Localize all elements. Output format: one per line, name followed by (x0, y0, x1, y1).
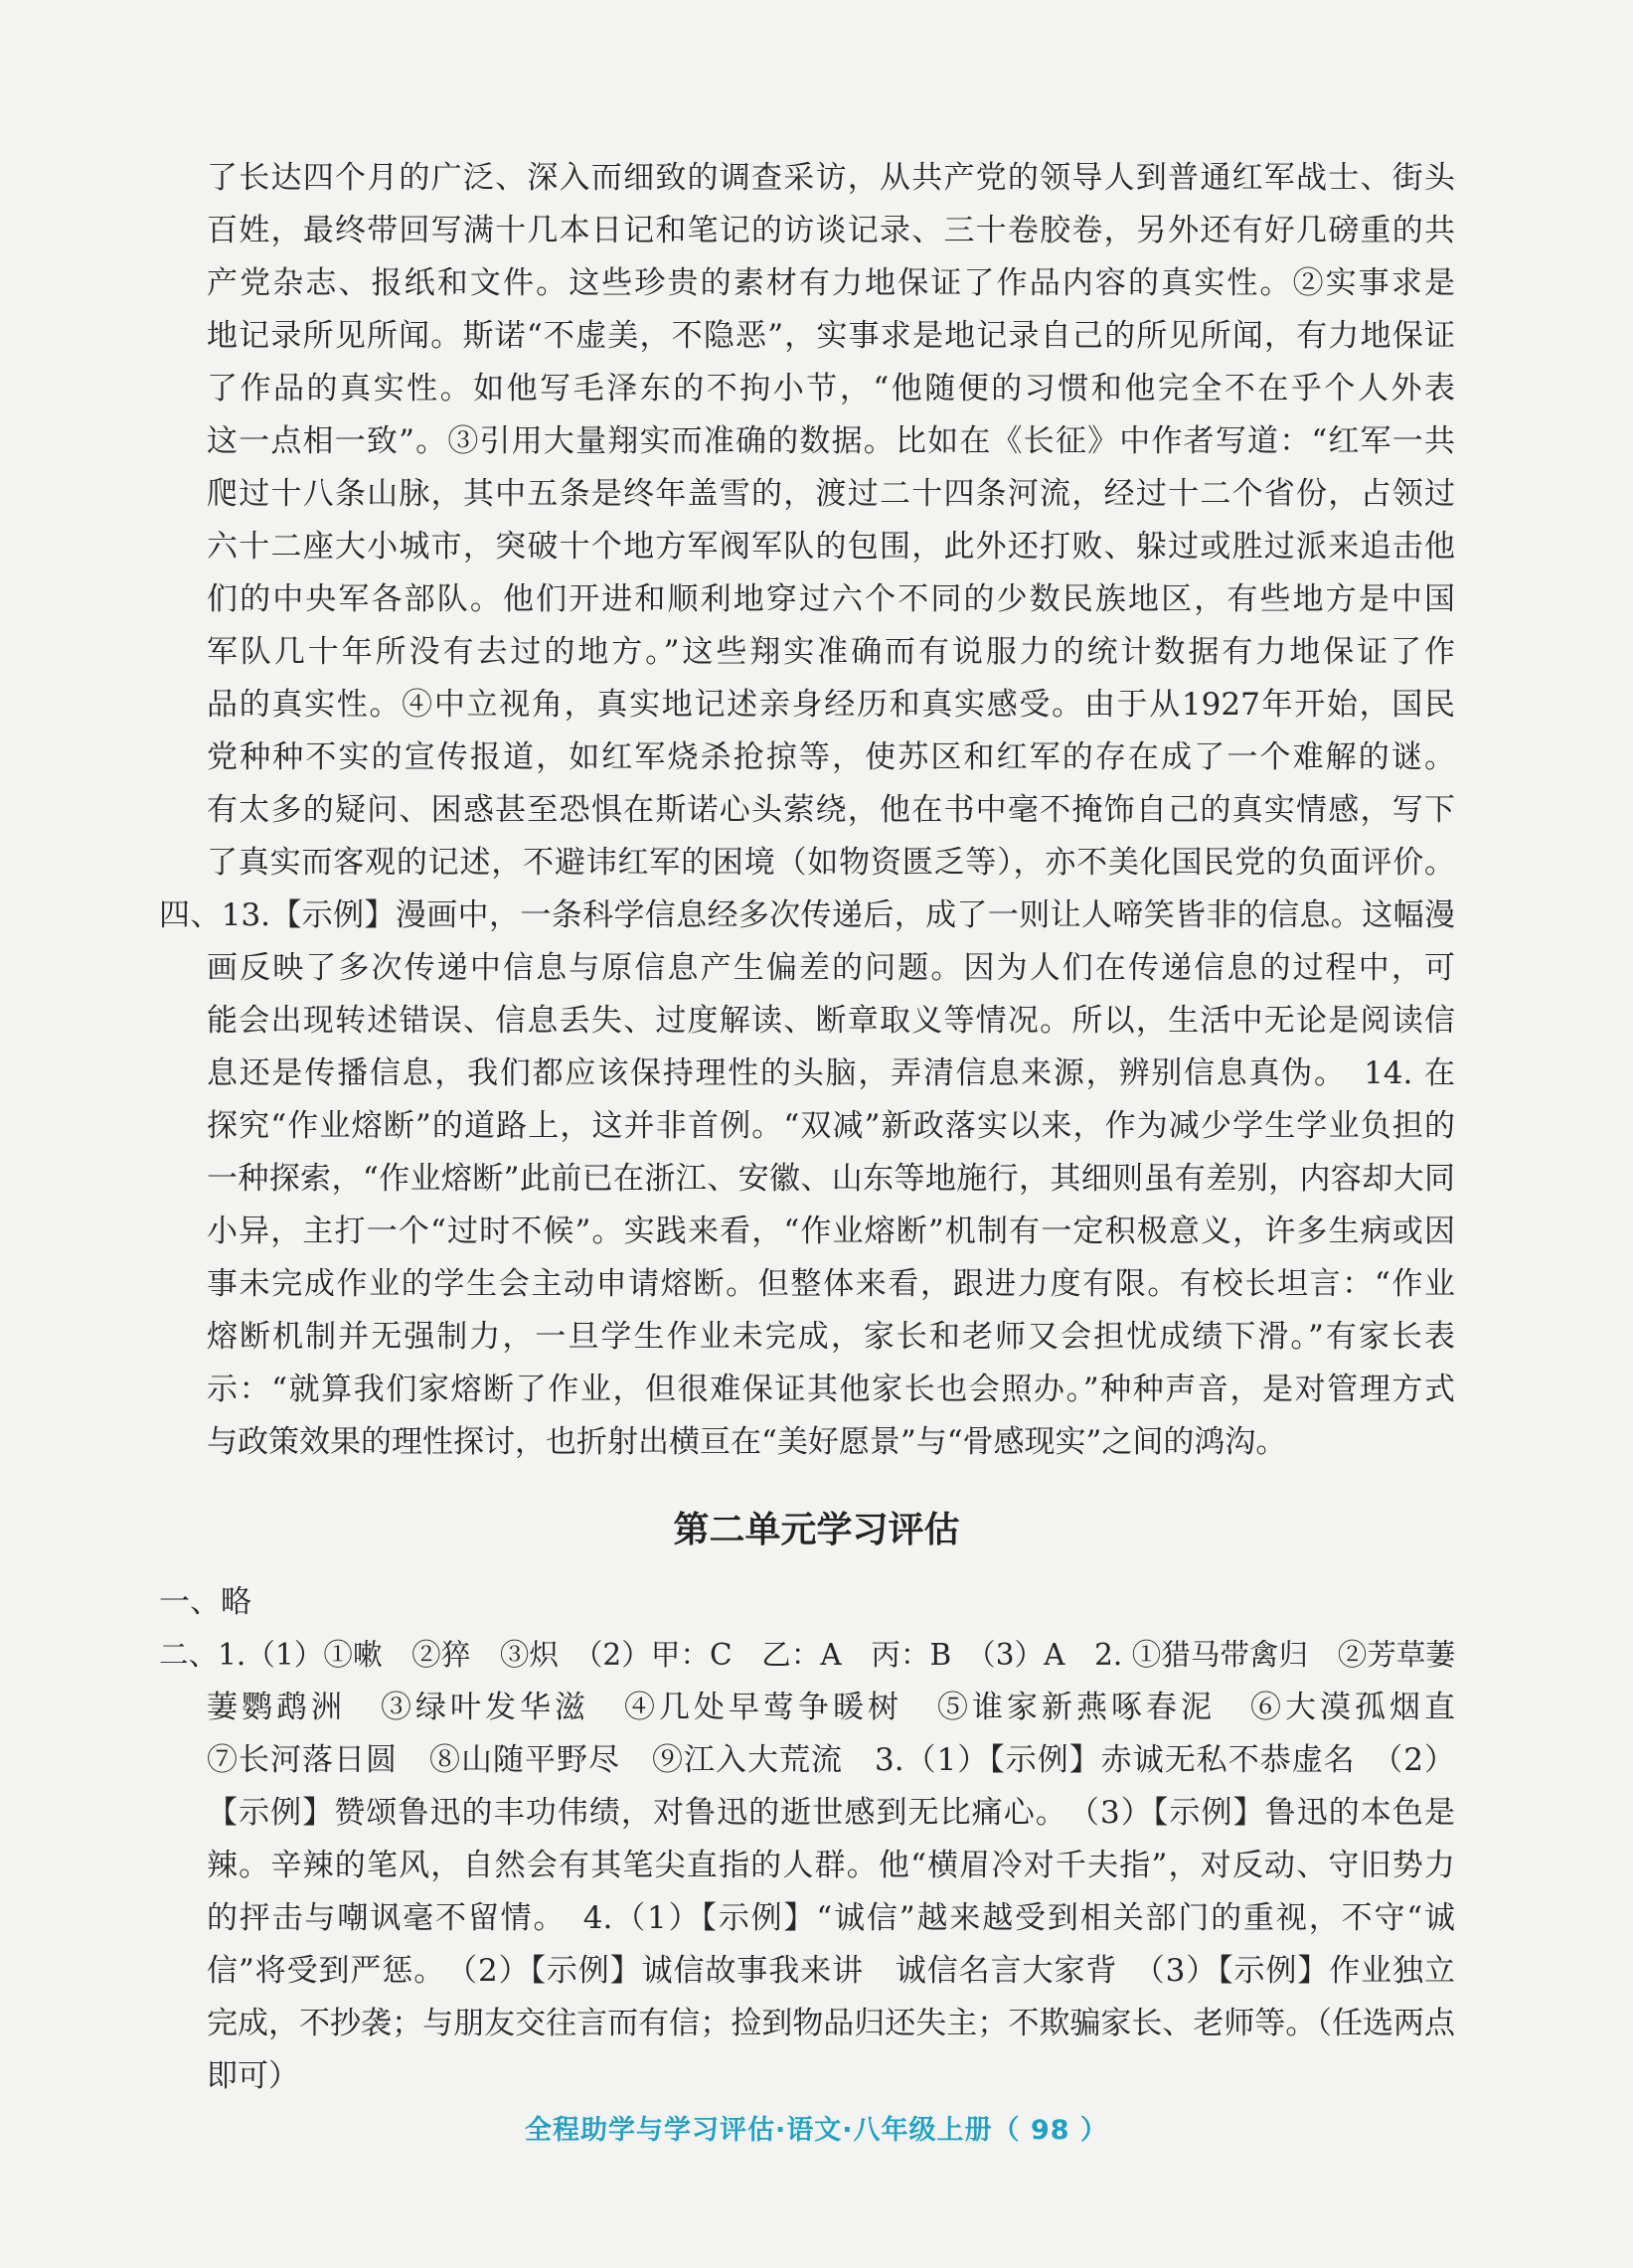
body-line: 这一点相一致”。③引用大量翔实而准确的数据。比如在《长征》中作者写道：“红军一共 (207, 423, 1455, 459)
body-line: 爬过十八条山脉，其中五条是终年盖雪的，渡过二十四条河流，经过十二个省份，占领过 (207, 476, 1455, 512)
body-line: 们的中央军各部队。他们开进和顺利地穿过六个不同的少数民族地区，有些地方是中国 (207, 581, 1455, 617)
unit-answer-line: ⑦长河落日圆 ⑧山随平野尽 ⑨江入大荒流 3.（1）【示例】赤诚无私不恭虚名 （2） (207, 1742, 1455, 1778)
body-line: 有太多的疑问、困惑甚至恐惧在斯诺心头萦绕，他在书中毫不掩饰自己的真实情感，写下 (207, 792, 1455, 828)
body-line: 画反映了多次传递中信息与原信息产生偏差的问题。因为人们在传递信息的过程中，可 (207, 950, 1455, 986)
question-13-start: 四、13.【示例】漫画中，一条科学信息经多次传递后，成了一则让人啼笑皆非的信息。这幅漫 (159, 897, 1455, 933)
body-line: 军队几十年所没有去过的地方。”这些翔实准确而有说服力的统计数据有力地保证了作 (207, 634, 1455, 670)
unit-answer-line: 萋鹦鹉洲 ③绿叶发华滋 ④几处早莺争暖树 ⑤谁家新燕啄春泥 ⑥大漠孤烟直 (207, 1690, 1455, 1725)
body-line: 党种种不实的宣传报道，如红军烧杀抢掠等，使苏区和红军的存在成了一个难解的谜。 (207, 739, 1455, 775)
body-line: 产党杂志、报纸和文件。这些珍贵的素材有力地保证了作品内容的真实性。②实事求是 (207, 265, 1455, 301)
page-footer: 全程助学与学习评估·语文·八年级上册（ 98 ） (525, 2115, 1108, 2146)
body-line: 一种探索，“作业熔断”此前已在浙江、安徽、山东等地施行，其细则虽有差别，内容却大同 (207, 1161, 1455, 1197)
unit-answer-line: 一、略 (159, 1584, 251, 1620)
body-line: 示：“就算我们家熔断了作业，但很难保证其他家长也会照办。”种种声音，是对管理方式 (207, 1372, 1455, 1407)
body-line: 了长达四个月的广泛、深入而细致的调查采访，从共产党的领导人到普通红军战士、街头 (207, 160, 1455, 196)
body-line: 地记录所见所闻。斯诺“不虚美，不隐恶”，实事求是地记录自己的所见所闻，有力地保证 (207, 318, 1455, 354)
body-line: 探究“作业熔断”的道路上，这并非首例。“双减”新政落实以来，作为减少学生学业负担的 (207, 1108, 1455, 1144)
body-line: 息还是传播信息，我们都应该保持理性的头脑，弄清信息来源，辨别信息真伪。 14. 在 (207, 1055, 1455, 1091)
section-title: 第二单元学习评估 (673, 1510, 960, 1550)
body-line: 了真实而客观的记述，不避讳红军的困境（如物资匮乏等），亦不美化国民党的负面评价。 (207, 845, 1455, 881)
unit-answer-line: 的抨击与嘲讽毫不留情。 4.（1）【示例】“诚信”越来越受到相关部门的重视，不守“诚 (207, 1900, 1455, 1936)
body-line: 百姓，最终带回写满十几本日记和笔记的访谈记录、三十卷胶卷，另外还有好几磅重的共 (207, 213, 1455, 248)
body-line: 了作品的真实性。如他写毛泽东的不拘小节，“他随便的习惯和他完全不在乎个人外表 (207, 371, 1455, 406)
body-line: 六十二座大小城市，突破十个地方军阀军队的包围，此外还打败、躲过或胜过派来追击他 (207, 529, 1455, 565)
unit-answer-line: 即可） (207, 2058, 299, 2094)
body-line: 事未完成作业的学生会主动申请熔断。但整体来看，跟进力度有限。有校长坦言：“作业 (207, 1266, 1455, 1302)
unit-answer-line: 【示例】赞颂鲁迅的丰功伟绩，对鲁迅的逝世感到无比痛心。 （3）【示例】鲁迅的本色是 (207, 1795, 1455, 1831)
body-line: 品的真实性。④中立视角，真实地记述亲身经历和真实感受。由于从1927年开始，国民 (207, 687, 1455, 723)
body-line: 能会出现转述错误、信息丢失、过度解读、断章取义等情况。所以，生活中无论是阅读信 (207, 1003, 1455, 1039)
unit-answer-line: 完成，不抄袭；与朋友交往言而有信；捡到物品归还失主；不欺骗家长、老师等。（任选两点 (207, 2006, 1455, 2041)
body-line: 小异，主打一个“过时不候”。实践来看，“作业熔断”机制有一定积极意义，许多生病或因 (207, 1214, 1455, 1249)
unit-answer-line: 信”将受到严惩。 （2）【示例】诚信故事我来讲 诚信名言大家背 （3）【示例】作业独立 (207, 1953, 1455, 1989)
unit-answer-line: 辣。辛辣的笔风，自然会有其笔尖直指的人群。他“横眉冷对千夫指”，对反动、守旧势力 (207, 1848, 1455, 1883)
unit-answer-line: 二、1.（1）①嗽 ②猝 ③炽 （2）甲：C 乙：A 丙：B （3）A 2. ①猎马带禽归 ②芳草萋 (159, 1638, 1455, 1672)
body-line: 熔断机制并无强制力，一旦学生作业未完成，家长和老师又会担忧成绩下滑。”有家长表 (207, 1319, 1455, 1355)
body-line: 与政策效果的理性探讨，也折射出横亘在“美好愿景”与“骨感现实”之间的鸿沟。 (207, 1424, 1287, 1460)
